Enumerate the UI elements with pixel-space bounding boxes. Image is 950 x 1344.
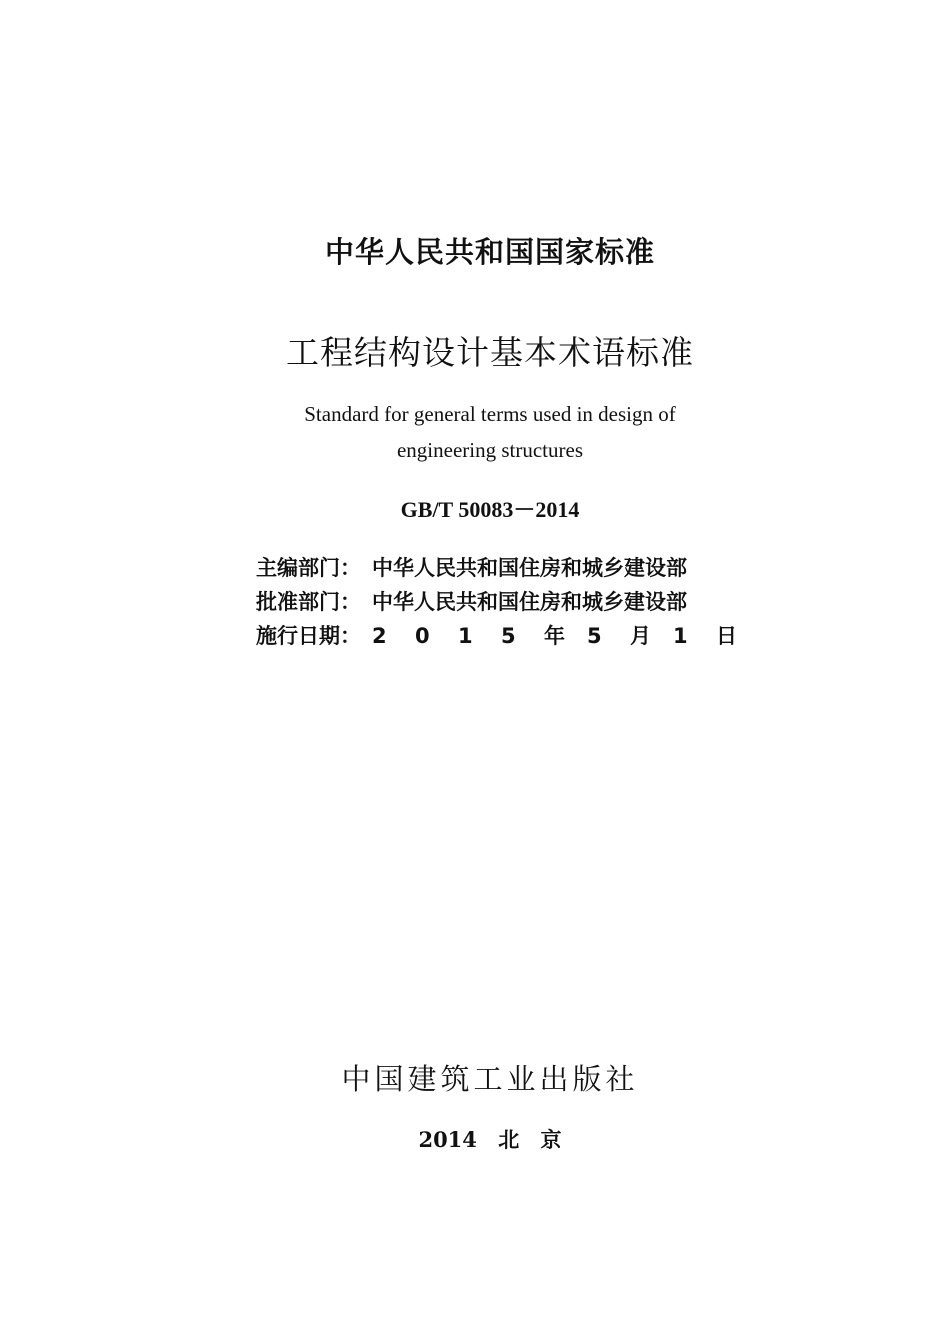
editor-value: 中华人民共和国住房和城乡建设部 — [372, 556, 687, 580]
date-part: 5 — [501, 624, 516, 648]
date-part: 年 — [544, 624, 565, 648]
national-standard-heading: 中华人民共和国国家标准 — [324, 235, 655, 269]
english-title-line-2: engineering structures — [396, 438, 584, 462]
standard-metadata — [256, 551, 759, 653]
date-part: 日 — [716, 624, 737, 648]
english-title — [15, 396, 950, 468]
date-part: 2 — [372, 624, 387, 648]
date-part: 1 — [673, 624, 688, 648]
approver-label: 批准部门： — [256, 590, 361, 614]
approver-row — [256, 585, 759, 619]
date-part: 月 — [630, 624, 651, 648]
publisher-name: 中国建筑工业出版社 — [341, 1062, 639, 1096]
date-part: 5 — [587, 624, 602, 648]
date-part: 1 — [458, 624, 473, 648]
editor-label: 主编部门： — [256, 556, 361, 580]
effective-date-value — [372, 619, 759, 653]
chinese-title: 工程结构设计基本术语标准 — [286, 333, 694, 372]
effective-date-row — [256, 619, 759, 653]
editor-row — [256, 551, 759, 585]
effective-date-label: 施行日期： — [256, 624, 361, 648]
publication-city: 北 京 — [498, 1127, 562, 1152]
approver-value: 中华人民共和国住房和城乡建设部 — [372, 590, 687, 614]
english-title-line-1: Standard for general terms used in design of — [304, 402, 676, 426]
standard-code: GB/T 50083－2014 — [400, 497, 580, 522]
publication-year: 2014 — [418, 1127, 477, 1152]
publication-place — [15, 1124, 950, 1154]
date-part: 0 — [415, 624, 430, 648]
